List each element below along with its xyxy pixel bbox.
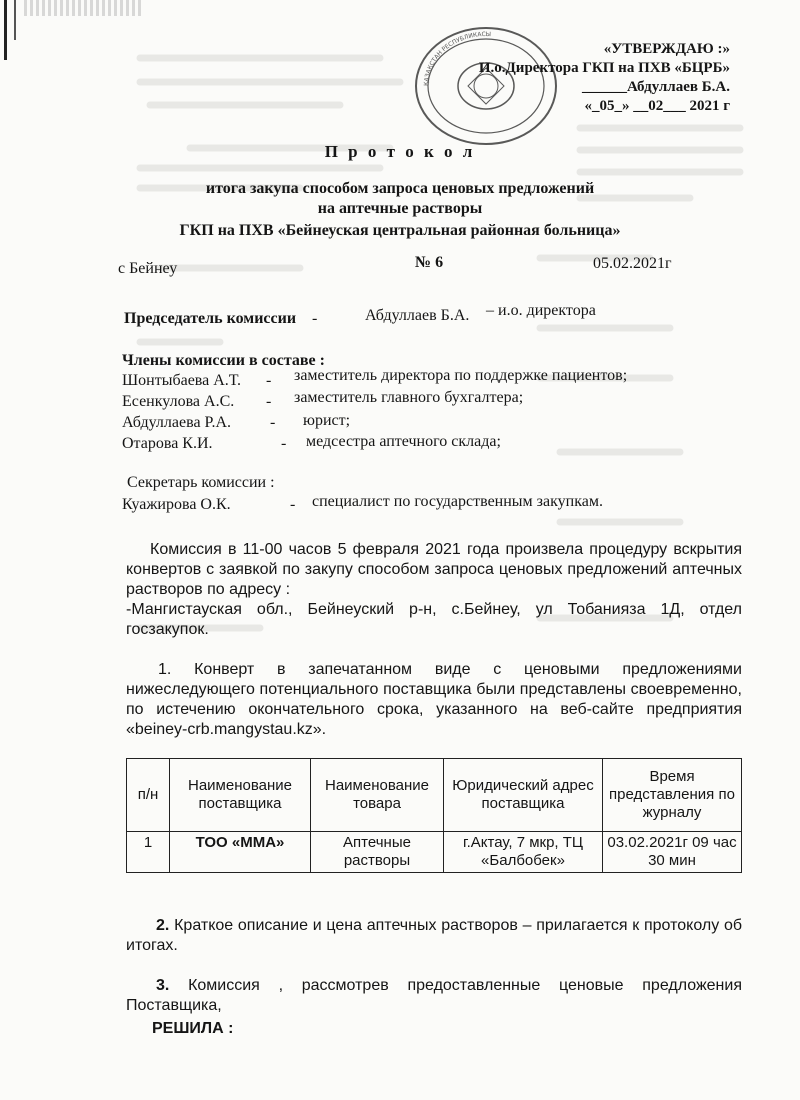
suppliers-table [126,758,742,873]
member-role: юрист; [303,412,351,429]
scan-edge-mark [14,0,16,40]
table-header-cell: п/н [127,759,170,832]
chairman-label: Председатель комиссии [124,310,297,327]
secretary-role: специалист по государственным закупкам. [312,493,603,510]
member-dash: - [266,393,272,410]
approval-block [479,40,730,116]
address-paragraph: -Мангистауская обл., Бейнеуский р-н, с.Бейнеу, ул Тобанияза 1Д, отдел госзакупок. [126,601,742,638]
table-header-cell: Наименование поставщика [170,759,311,832]
member-name: Шонтыбаева А.Т. [122,372,241,389]
approval-heading: «УТВЕРЖДАЮ :» [603,41,730,57]
approval-date: «_05_» __02___ 2021 г [584,98,730,114]
scan-edge-mark [4,0,7,60]
decision-heading: РЕШИЛА : [152,1020,234,1037]
member-name: Есенкулова А.С. [122,393,235,410]
table-cell: г.Актау, 7 мкр, ТЦ «Балбобек» [444,832,603,873]
secretary-heading: Секретарь комиссии : [127,474,275,491]
document-subtitle: на аптечные растворы [317,200,483,217]
paragraph-1-text: Конверт в запечатанном виде с ценовыми предложениями нижеследующего потенциального поставщика были представлены своевременно, по истечению окончательного срока, указанного на веб-сайте предприятия «beiney-crb.mangystau.kz». [126,661,742,738]
table-cell: Аптечные растворы [311,832,444,873]
protocol-number: № 6 [415,254,444,271]
paragraph-2 [126,916,742,956]
document-title: П р о т о к о л [324,142,476,161]
member-role: заместитель директора по поддержке пациентов; [294,367,628,384]
members-heading: Члены комиссии в составе : [122,352,325,369]
protocol-date: 05.02.2021г [593,255,672,272]
member-name: Отарова К.И. [122,435,213,452]
secretary-name: Куажирова О.К. [122,496,231,513]
chairman-dash: - [312,310,318,327]
table-header-row [127,759,742,832]
intro-paragraph: Комиссия в 11-00 часов 5 февраля 2021 года произвела процедуру вскрытия конвертов с заявкой по закупу способом запроса ценовых предложений аптечных растворов по адресу : [126,541,742,598]
stamp-text: ҚАЗАҚСТАН РЕСПУБЛИКАСЫ [422,30,492,87]
scan-top-mark [24,0,144,16]
approval-position: И.о.Директора ГКП на ПХВ «БЦРБ» [478,60,730,76]
paragraph-3-text: Комиссия , рассмотрев предоставленные ценовые предложения Поставщика, [126,977,742,1014]
table-cell: 03.02.2021г 09 час 30 мин [603,832,742,873]
paragraph-3-number: 3. [156,977,170,994]
member-dash: - [281,435,287,452]
paragraph-1 [126,660,742,740]
member-name: Абдуллаева Р.А. [122,414,231,431]
paragraph-3 [126,976,742,1016]
member-role: медсестра аптечного склада; [306,433,501,450]
document-subtitle: итога закупа способом запроса ценовых предложений [205,180,595,197]
paragraph-1-number: 1. [158,661,172,678]
secretary-dash: - [290,496,296,513]
chairman-role: – и.о. директора [486,302,596,319]
table-header-cell: Юридический адрес поставщика [444,759,603,832]
place: с Бейнеу [118,260,178,277]
member-dash: - [266,372,272,389]
table-cell: ТОО «ММА» [170,832,311,873]
organization-name: ГКП на ПХВ «Бейнеуская центральная районная больница» [179,222,621,239]
paragraph-2-text: Краткое описание и цена аптечных растворов – прилагается к протоколу об итогах. [126,917,743,954]
table-cell: 1 [127,832,170,873]
member-dash: - [270,414,276,431]
approval-signature: ______Абдуллаев Б.А. [581,79,730,95]
table-row [127,832,742,873]
chairman-name: Абдуллаев Б.А. [365,307,470,324]
table-header-cell: Время представления по журналу [603,759,742,832]
table-header-cell: Наименование товара [311,759,444,832]
member-role: заместитель главного бухгалтера; [294,389,524,406]
paragraph-2-number: 2. [156,917,170,934]
